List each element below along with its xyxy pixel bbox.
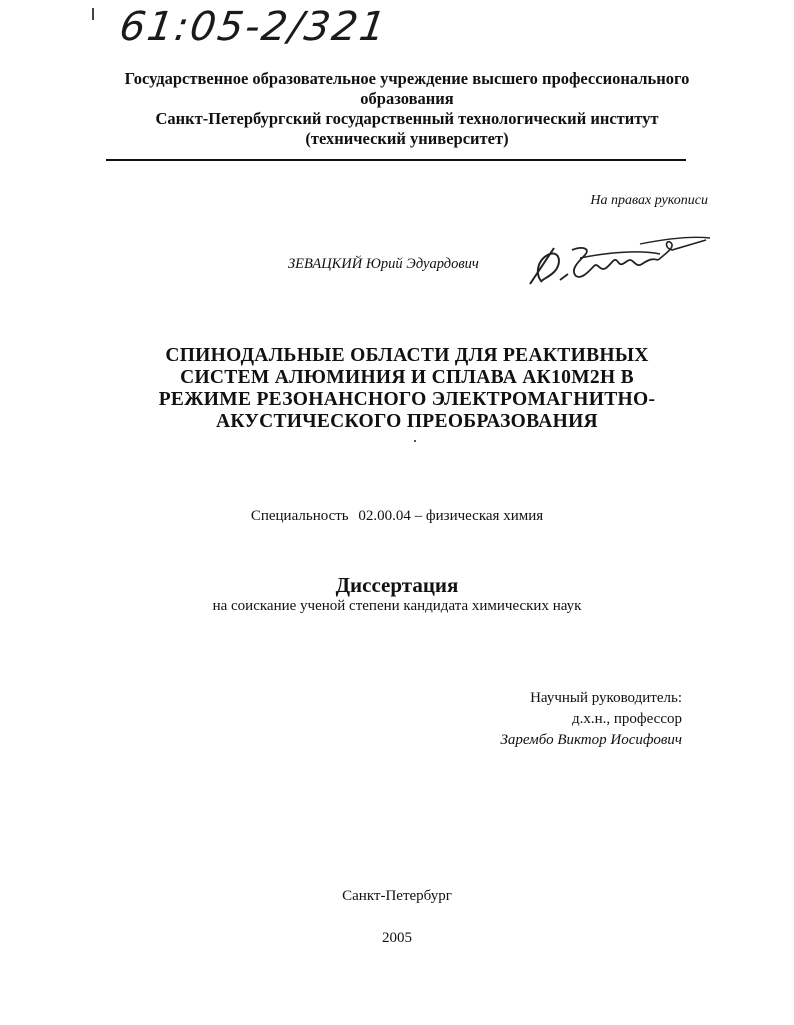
specialty-name: – физическая химия	[414, 508, 544, 524]
title-line-3: РЕЖИМЕ РЕЗОНАНСНОГО ЭЛЕКТРОМАГНИТНО-	[158, 389, 656, 410]
thesis-heading: Диссертация	[335, 573, 459, 597]
author-surname: ЗЕВАЦКИЙ	[288, 256, 363, 272]
specialty-line	[0, 508, 794, 525]
institution-header	[60, 69, 754, 149]
institution-line-4: (технический университет)	[305, 129, 509, 148]
institution-line-1: Государственное образовательное учреждение высшего профессионального	[124, 69, 690, 88]
title-line-2: СИСТЕМ АЛЮМИНИЯ И СПЛАВА АК10М2Н В	[180, 367, 634, 388]
title-line-4: АКУСТИЧЕСКОГО ПРЕОБРАЗОВАНИЯ	[216, 411, 598, 432]
year: 2005	[382, 930, 412, 946]
archive-number: 61:05-2/321	[116, 4, 391, 50]
author-signature	[520, 230, 720, 292]
thesis-subtitle: на соискание ученой степени кандидата химических наук	[212, 598, 582, 614]
specialty-label: Специальность	[250, 508, 349, 524]
header-divider	[106, 159, 686, 161]
supervisor-label: Научный руководитель:	[530, 690, 682, 706]
city: Санкт-Петербург	[342, 888, 452, 904]
scan-mark	[92, 8, 94, 20]
scan-dot	[414, 440, 416, 442]
specialty-code: 02.00.04	[358, 508, 411, 524]
dissertation-title	[100, 345, 714, 433]
supervisor-degree: д.х.н., профессор	[571, 711, 682, 727]
title-line-1: СПИНОДАЛЬНЫЕ ОБЛАСТИ ДЛЯ РЕАКТИВНЫХ	[165, 345, 649, 366]
author-given-names: Юрий Эдуардович	[365, 256, 479, 272]
institution-line-3: Санкт-Петербургский государственный технологический институт	[155, 109, 659, 128]
supervisor-name: Зарембо Виктор Иосифович	[500, 732, 682, 748]
institution-line-2: образования	[360, 89, 454, 108]
author-line	[288, 256, 479, 273]
rights-note: На правах рукописи	[590, 193, 708, 208]
supervisor-block	[500, 688, 682, 751]
